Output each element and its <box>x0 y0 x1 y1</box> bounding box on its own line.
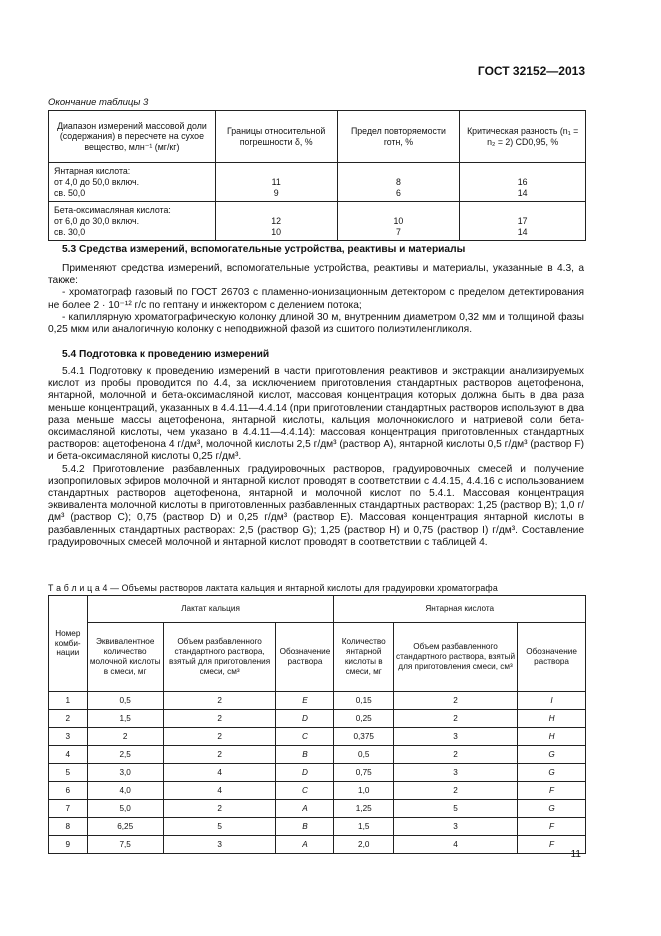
table3-value: 12 <box>271 216 282 226</box>
table4-cell: H <box>518 728 586 746</box>
table4-cell: 0,75 <box>334 764 393 782</box>
table-row <box>49 692 586 710</box>
table3-header-row <box>49 111 586 163</box>
table4-cell: 5 <box>393 800 517 818</box>
table4-subheader-row <box>49 623 586 692</box>
table4-subheader: Объем разбавленного стандартного раствора, взятый для приготовления смеси, см³ <box>393 623 517 692</box>
table4-cell: 0,15 <box>334 692 393 710</box>
table3-group-name: Янтарная кислота: <box>54 166 131 176</box>
table3-header-range: Диапазон измерений массовой доли (содержания) в пересчете на сухое вещество, млн⁻¹ (мг/кг) <box>49 111 216 163</box>
table4-cell: C <box>276 782 334 800</box>
table3-value: 8 <box>395 177 401 187</box>
table3-delta-cell <box>215 163 337 202</box>
table3-range-cell <box>49 163 216 202</box>
table4-cell: 0,5 <box>87 692 163 710</box>
table4-header-num: Номер комби- нации <box>49 596 88 692</box>
table4-cell: 0,5 <box>334 746 393 764</box>
table-row <box>49 836 586 854</box>
table3-value: 10 <box>271 227 282 237</box>
table4-cell: 3 <box>393 764 517 782</box>
table4-cell: 3 <box>49 728 88 746</box>
table-4 <box>48 595 586 854</box>
table4-cell: 2 <box>393 710 517 728</box>
table4-cell: 1,0 <box>334 782 393 800</box>
table4-cell: 6 <box>49 782 88 800</box>
table4-cell: 4 <box>49 746 88 764</box>
table4-subheader: Количество янтарной кислоты в смеси, мг <box>334 623 393 692</box>
table4-subheader: Обозначение раствора <box>276 623 334 692</box>
table4-cell: 1 <box>49 692 88 710</box>
paragraph: - хроматограф газовый по ГОСТ 26703 с пламенно-ионизационным детектором с пределом детектирования не более 2 · 10⁻¹² г/с по гептану и инжектором с делением потока; <box>48 287 584 311</box>
table-row <box>49 710 586 728</box>
table-3 <box>48 110 586 241</box>
table-row <box>49 818 586 836</box>
table3-value: 14 <box>517 188 528 198</box>
table3-range-cell <box>49 202 216 241</box>
table4-cell: D <box>276 764 334 782</box>
page-number: 11 <box>570 849 581 860</box>
table4-cell: F <box>518 818 586 836</box>
section-5-3-text <box>48 263 584 336</box>
table4-cell: 2 <box>393 746 517 764</box>
table4-cell: D <box>276 710 334 728</box>
table4-cell: 6,25 <box>87 818 163 836</box>
table4-cell: 4 <box>393 836 517 854</box>
section-5-4-title: 5.4 Подготовка к проведению измерений <box>62 349 270 360</box>
table4-cell: 2,5 <box>87 746 163 764</box>
table4-cell: G <box>518 800 586 818</box>
table4-subheader: Объем разбавленного стандартного раствора, взятый для приготовления смеси, см³ <box>163 623 276 692</box>
table4-caption: Т а б л и ц а 4 — Объемы растворов лактата кальция и янтарной кислоты для градуировки хроматографа <box>48 583 498 593</box>
table4-cell: 2 <box>163 728 276 746</box>
table-row <box>49 782 586 800</box>
table4-group-row <box>49 596 586 623</box>
table4-group-lactate: Лактат кальция <box>87 596 334 623</box>
table4-cell: 2 <box>163 746 276 764</box>
table4-cell: F <box>518 836 586 854</box>
table3-header-critical-diff: Критическая разность (n₁ = n₂ = 2) CD0,95, % <box>460 111 586 163</box>
paragraph-5-4-2: 5.4.2 Приготовление разбавленных градуировочных растворов, градуировочных смесей и получение изопропиловых эфиров молочной и янтарной кислот проводят в соответствии с 4.4.15, 4.4.16 с использованием стандартных растворов ацетофенона, янтарной и молочной кислот по 5.4.1. Массовая концентрация эквивалента молочной кислоты в приготовленных разбавленных стандартных растворах: 1,25 (раствор B); 1,0 г/дм³ (раствор C); 0,75 (раствор D) и 0,25 г/дм³ (раствор E). Массовая концентрация янтарной кислоты в разбавленных стандартных растворах: 2,5 (раствор G); 1,25 (раствор H) и 0,75 (раствор I) г/дм³. Составление градуировочных смесей молочной и янтарной кислот проводят в соответствии с таблицей 4. <box>48 463 584 548</box>
table3-range: от 6,0 до 30,0 включ. <box>54 216 140 226</box>
table4-cell: 3,0 <box>87 764 163 782</box>
table4-cell: G <box>518 746 586 764</box>
table3-group-name: Бета-оксимасляная кислота: <box>54 205 171 215</box>
table-row <box>49 746 586 764</box>
table-row <box>49 728 586 746</box>
table3-value: 6 <box>395 188 401 198</box>
table4-cell: 0,375 <box>334 728 393 746</box>
table4-subheader: Обозначение раствора <box>518 623 586 692</box>
table3-value: 11 <box>271 177 281 187</box>
table4-cell: 3 <box>393 818 517 836</box>
table4-cell: G <box>518 764 586 782</box>
table4-cell: 2 <box>393 692 517 710</box>
table4-cell: E <box>276 692 334 710</box>
table3-r-cell <box>337 163 460 202</box>
table4-cell: 4,0 <box>87 782 163 800</box>
table4-cell: B <box>276 818 334 836</box>
table3-cd-cell <box>460 202 586 241</box>
paragraph-5-4-1: 5.4.1 Подготовку к проведению измерений в части приготовления реактивов и экстракции анализируемых кислот из пробы проводится по 4.4, за исключением приготовления стандартных растворов ацетофенона, янтарной, молочной и бета-оксимасляной кислот, массовая концентрация которых должна быть в два раза меньше концентраций, указанных в 4.4.11—4.4.14 (при приготовлении стандартных растворов используют в два раза меньше массы ацетофенона, янтарной кислоты, кальция молочнокислого и натриевой соли бета-оксимасляной кислоты, чем указано в 4.4.11—4.4.14): массовая концентрация приготовленных стандартных растворов: ацетофенона 4 г/дм³, молочной кислоты 2,5 г/дм³ (раствор A), янтарной кислоты 0,5 г/дм³ (раствор F) и бета-оксимасляной кислоты 0,25 г/дм³. <box>48 366 584 463</box>
table4-cell: A <box>276 836 334 854</box>
table3-r-cell <box>337 202 460 241</box>
table4-cell: 0,25 <box>334 710 393 728</box>
table3-value: 10 <box>393 216 404 226</box>
table4-cell: 2 <box>87 728 163 746</box>
table4-cell: 8 <box>49 818 88 836</box>
table4-cell: 3 <box>163 836 276 854</box>
table3-range: св. 30,0 <box>54 227 86 237</box>
paragraph: - капиллярную хроматографическую колонку длиной 30 м, внутренним диаметром 0,32 мм и толщиной фазы 0,25 мкм или аналогичную колонку с неподвижной фазой из сшитого полиэтиленгликоля. <box>48 311 584 336</box>
table4-cell: 4 <box>163 782 276 800</box>
table4-cell: 7,5 <box>87 836 163 854</box>
table4-cell: 2 <box>163 800 276 818</box>
section-5-3-title: 5.3 Средства измерений, вспомогательные устройства, реактивы и материалы <box>62 244 466 255</box>
table3-value: 7 <box>395 227 401 237</box>
paragraph: Применяют средства измерений, вспомогательные устройства, реактивы и материалы, указанные в 4.3, а также: <box>48 263 584 287</box>
table4-cell: 2 <box>163 710 276 728</box>
table4-cell: 3 <box>393 728 517 746</box>
table4-body <box>49 692 586 854</box>
table4-cell: 5 <box>49 764 88 782</box>
table3-delta-cell <box>215 202 337 241</box>
table4-cell: 2 <box>49 710 88 728</box>
table4-subheader: Эквивалентное количество молочной кислоты в смеси, мг <box>87 623 163 692</box>
table4-cell: 7 <box>49 800 88 818</box>
table4-cell: 5 <box>163 818 276 836</box>
table3-value: 16 <box>517 177 528 187</box>
table4-cell: I <box>518 692 586 710</box>
table4-cell: 2 <box>163 692 276 710</box>
table3-value: 9 <box>273 188 279 198</box>
table4-cell: 1,5 <box>87 710 163 728</box>
table4-cell: F <box>518 782 586 800</box>
table3-value: 14 <box>517 227 528 237</box>
table-row <box>49 764 586 782</box>
table-row <box>49 202 586 241</box>
table4-cell: A <box>276 800 334 818</box>
table4-cell: 1,25 <box>334 800 393 818</box>
table4-cell: H <box>518 710 586 728</box>
table4-cell: C <box>276 728 334 746</box>
table-row <box>49 163 586 202</box>
table3-value: 17 <box>517 216 528 226</box>
table3-header-repeatability: Предел повторяемости rотн, % <box>337 111 460 163</box>
table3-header-delta: Границы относительной погрешности δ, % <box>215 111 337 163</box>
table3-range: св. 50,0 <box>54 188 86 198</box>
table4-group-succinic: Янтарная кислота <box>334 596 586 623</box>
table4-cell: B <box>276 746 334 764</box>
table4-cell: 9 <box>49 836 88 854</box>
table3-range: от 4,0 до 50,0 включ. <box>54 177 140 187</box>
section-5-4-text <box>48 366 584 549</box>
table-row <box>49 800 586 818</box>
table4-cell: 4 <box>163 764 276 782</box>
table4-cell: 2,0 <box>334 836 393 854</box>
table4-cell: 5,0 <box>87 800 163 818</box>
table4-cell: 2 <box>393 782 517 800</box>
table4-cell: 1,5 <box>334 818 393 836</box>
table3-caption: Окончание таблицы 3 <box>48 97 149 108</box>
table3-cd-cell <box>460 163 586 202</box>
document-code: ГОСТ 32152—2013 <box>477 64 585 78</box>
